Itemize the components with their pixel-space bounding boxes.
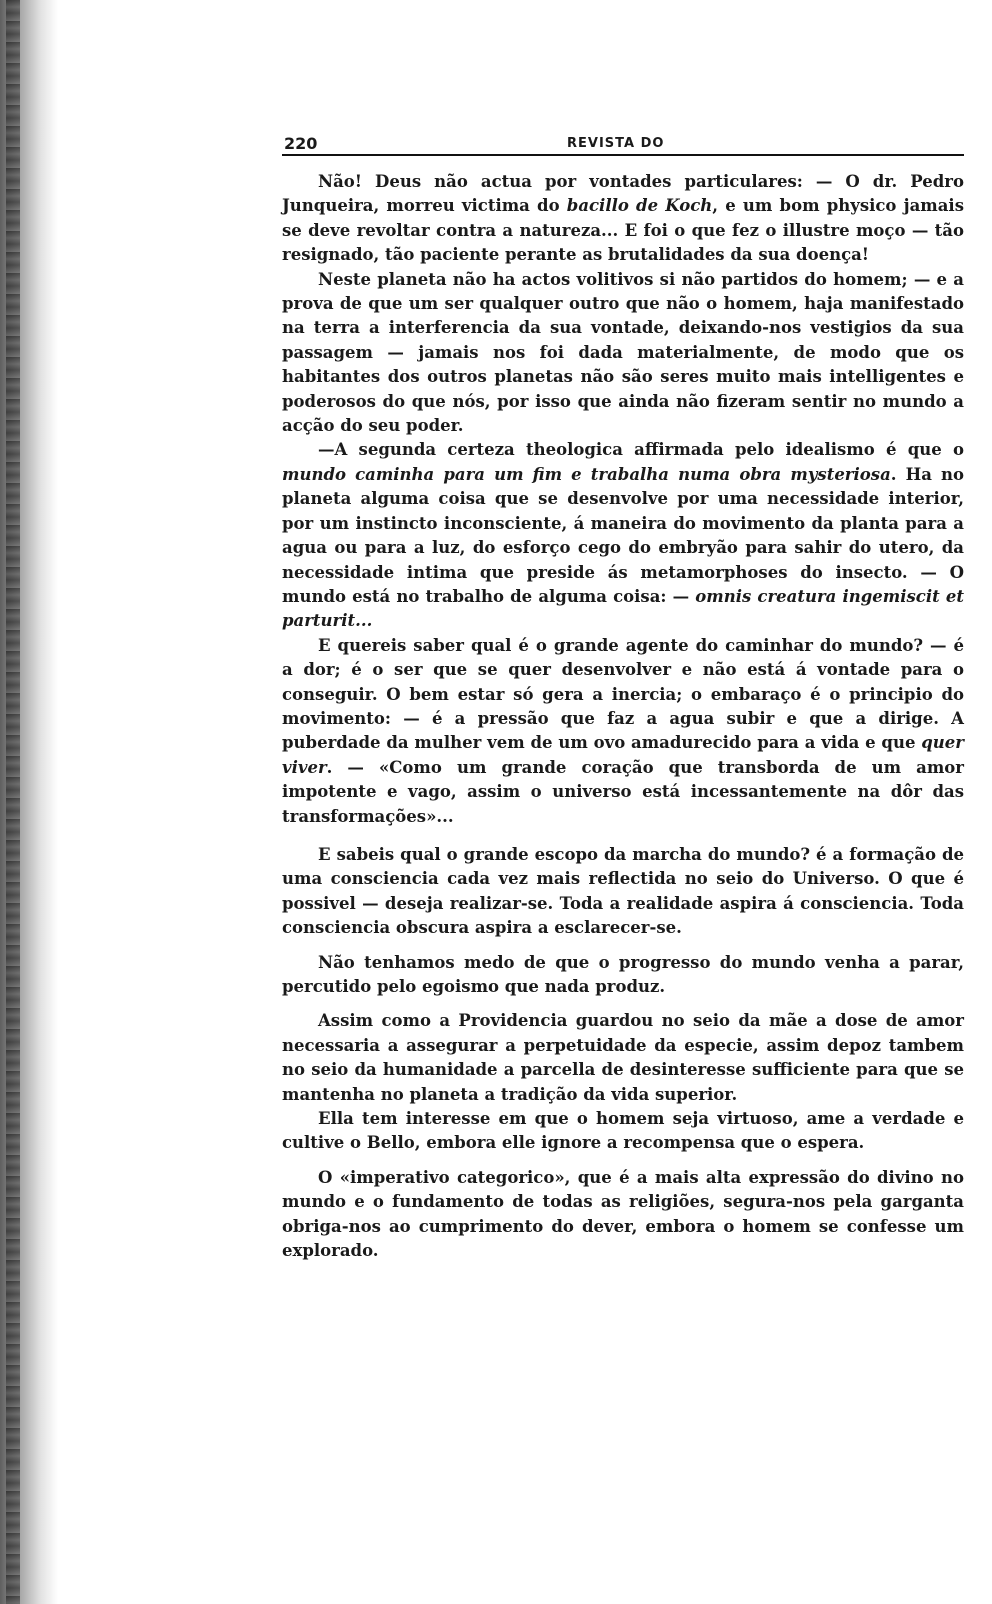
- paragraph: [282, 634, 964, 829]
- text-run: E quereis saber qual é o grande agente do caminhar do mundo? — é a dor; é o ser que se quer desenvolver e não está á vontade para o conseguir. O bem estar só gera a inercia; o embaraço é o principio do movimento: — é a pressão que faz a agua subir e que a dirige. A puberdade da mulher vem de um ovo amadurecido para a vida e que: [282, 635, 964, 753]
- italic-text-run: quer viver: [282, 733, 964, 777]
- paragraph: [282, 438, 964, 633]
- paragraph: [282, 1009, 964, 1107]
- text-run: . Ha no planeta alguma coisa que se desenvolve por uma necessidade interior, por um instincto inconsciente, á maneira do movimento da planta para a agua ou para a luz, do esforço cego do embryão para sahir do utero, da necessidade intima que preside ás metamorphoses do insecto. — O mundo está no trabalho de alguma coisa: —: [282, 464, 964, 606]
- paragraph: [282, 170, 964, 268]
- running-head: REVISTA DO: [567, 136, 665, 151]
- text-run: , e um bom physico jamais se deve revoltar contra a natureza... E foi o que fez o illustre moço — tão resignado, tão paciente perante as brutalidades da sua doença!: [282, 196, 964, 265]
- italic-text-run: bacillo de Koch: [566, 196, 713, 216]
- text-run: Assim como a Providencia guardou no seio da mãe a dose de amor necessaria a assegurar a perpetuidade da especie, assim depoz tambem no seio da humanidade a parcella de desinteresse sufficiente para que se mantenha no planeta a tradição da vida superior.: [282, 1011, 964, 1104]
- page-header: [282, 128, 964, 156]
- text-run: Neste planeta não ha actos volitivos si não partidos do homem; — e a prova de que um ser qualquer outro que não o homem, haja manifestado na terra a interferencia da sua vontade, deixando-nos vestigios da sua passagem — jamais nos foi dada materialmente, de modo que os habitantes dos outros planetas não são seres muito mais intelligentes e poderosos do que nós, por isso que ainda não fizeram sentir no mundo a acção do seu poder.: [282, 269, 964, 436]
- scan-binding-edge: [6, 0, 20, 1604]
- text-run: Ella tem interesse em que o homem seja virtuoso, ame a verdade e cultive o Bello, embora elle ignore a recompensa que o espera.: [282, 1109, 964, 1153]
- text-run: E sabeis qual o grande escopo da marcha do mundo? é a formação de uma consciencia cada vez mais reflectida no seio do Universo. O que é possivel — deseja realizar-se. Toda a realidade aspira á consciencia. Toda consciencia obscura aspira a esclarecer-se.: [282, 844, 964, 938]
- text-run: —A segunda certeza theologica affirmada pelo idealismo é que o: [318, 440, 964, 460]
- italic-text-run: omnis creatura ingemiscit et parturit...: [282, 586, 964, 631]
- text-run: Não tenhamos medo de que o progresso do mundo venha a parar, percutido pelo egoismo que nada produz.: [282, 952, 964, 996]
- text-run: . — «Como um grande coração que transborda de um amor impotente e vago, assim o universo está incessantemente na dôr das transformações»...: [282, 757, 964, 826]
- body-text: [282, 170, 964, 1263]
- paragraph: [282, 1166, 964, 1264]
- paragraph: [282, 1107, 964, 1156]
- paragraph: [282, 951, 964, 1000]
- document-page: [282, 128, 964, 1263]
- text-run: O «imperativo categorico», que é a mais alta expressão do divino no mundo e o fundamento de todas as religiões, segura-nos pela garganta obriga-nos ao cumprimento do dever, embora o homem se confesse um explorado.: [282, 1167, 964, 1261]
- paragraph: [282, 843, 964, 941]
- page-number: 220: [284, 134, 318, 153]
- italic-text-run: mundo caminha para um fim e trabalha numa obra mysteriosa: [282, 464, 891, 484]
- paragraph: [282, 268, 964, 439]
- text-run: Não! Deus não actua por vontades particulares: — O dr. Pedro Junqueira, morreu victima do: [282, 172, 964, 216]
